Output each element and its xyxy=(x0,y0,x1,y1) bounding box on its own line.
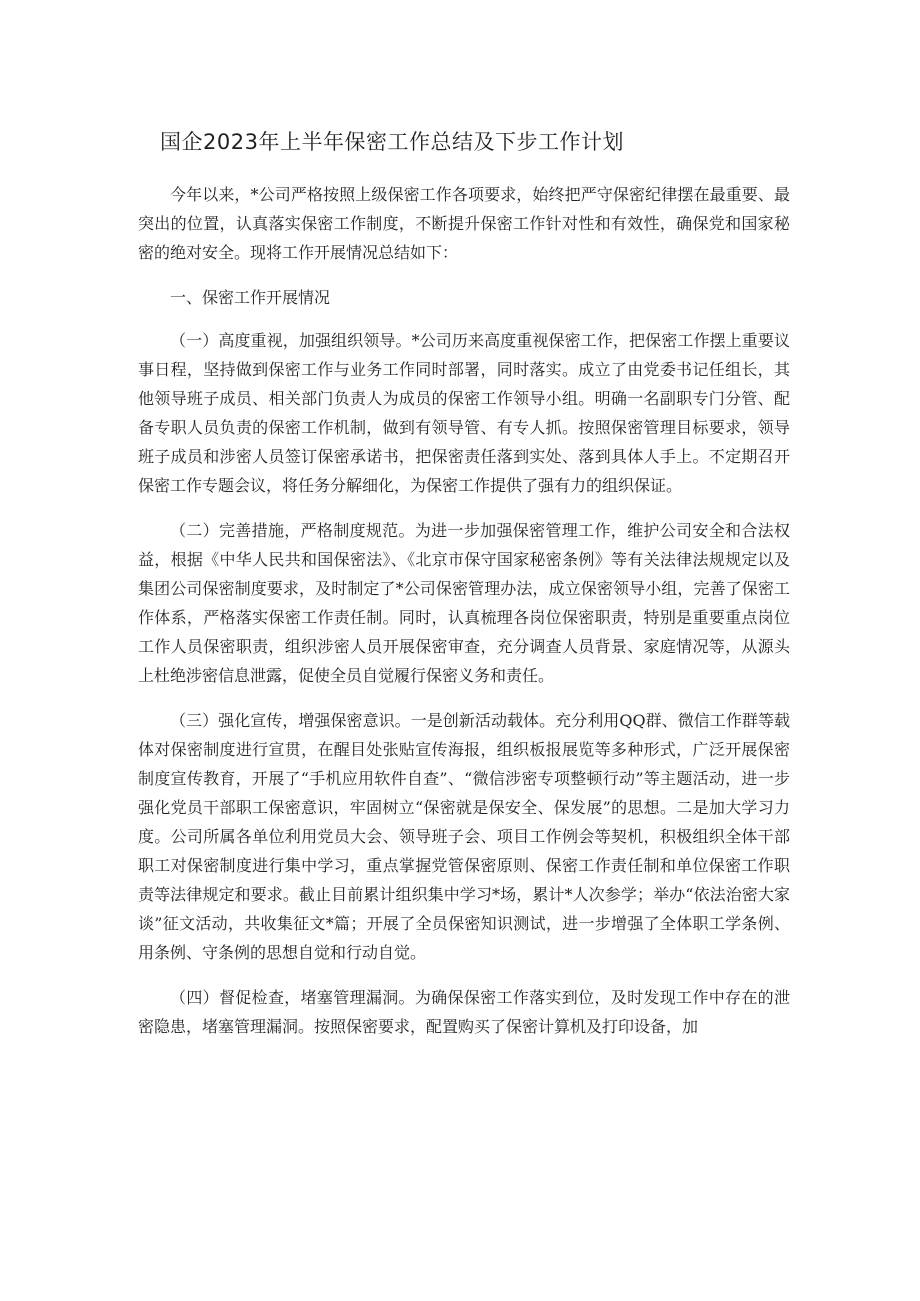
document-title: 国企2023年上半年保密工作总结及下步工作计划 xyxy=(160,130,624,154)
document-body xyxy=(138,180,790,1057)
paragraph-1: （一）高度重视，加强组织领导。*公司历来高度重视保密工作，把保密工作摆上重要议事日程，坚持做到保密工作与业务工作同时部署，同时落实。成立了由党委书记任组长，其他领导班子成员、相关部门负责人为成员的保密工作领导小组。明确一名副职专门分管、配备专职人员负责的保密工作机制，做到有领导管、有专人抓。按照保密管理目标要求，领导班子成员和涉密人员签订保密承诺书，把保密责任落到实处、落到具体人手上。不定期召开保密工作专题会议，将任务分解细化，为保密工作提供了强有力的组织保证。 xyxy=(138,331,790,495)
section-heading: 一、保密工作开展情况 xyxy=(170,288,331,307)
paragraph-3: （三）强化宣传，增强保密意识。一是创新活动载体。充分利用QQ群、微信工作群等载体对保密制度进行宣贯，在醒目处张贴宣传海报，组织板报展览等多种形式，广泛开展保密制度宣传教育，开展了“手机应用软件自查”、“微信涉密专项整顿行动”等主题活动，进一步强化党员干部职工保密意识，牢固树立“保密就是保安全、保发展”的思想。二是加大学习力度。公司所属各单位利用党员大会、领导班子会、项目工作例会等契机，积极组织全体干部职工对保密制度进行集中学习，重点掌握党管保密原则、保密工作责任制和单位保密工作职责等法律规定和要求。截止目前累计组织集中学习*场，累计*人次参学；举办“依法治密大家谈”征文活动，共收集征文*篇；开展了全员保密知识测试，进一步增强了全体职工学条例、用条例、守条例的思想自觉和行动自觉。 xyxy=(138,711,790,962)
paragraph-4: （四）督促检查，堵塞管理漏洞。为确保保密工作落实到位，及时发现工作中存在的泄密隐患，堵塞管理漏洞。按照保密要求，配置购买了保密计算机及打印设备，加 xyxy=(138,988,790,1036)
paragraph-2: （二）完善措施，严格制度规范。为进一步加强保密管理工作，维护公司安全和合法权益，根据《中华人民共和国保密法》、《北京市保守国家秘密条例》等有关法律法规规定以及集团公司保密制度要求，及时制定了*公司保密管理办法，成立保密领导小组，完善了保密工作体系，严格落实保密工作责任制。同时，认真梳理各岗位保密职责，特别是重要重点岗位工作人员保密职责，组织涉密人员开展保密审查，充分调查人员背景、家庭情况等，从源头上杜绝涉密信息泄露，促使全员自觉履行保密义务和责任。 xyxy=(138,521,790,685)
intro-paragraph: 今年以来，*公司严格按照上级保密工作各项要求，始终把严守保密纪律摆在最重要、最突出的位置，认真落实保密工作制度，不断提升保密工作针对性和有效性，确保党和国家秘密的绝对安全。现将工作开展情况总结如下： xyxy=(138,185,790,262)
